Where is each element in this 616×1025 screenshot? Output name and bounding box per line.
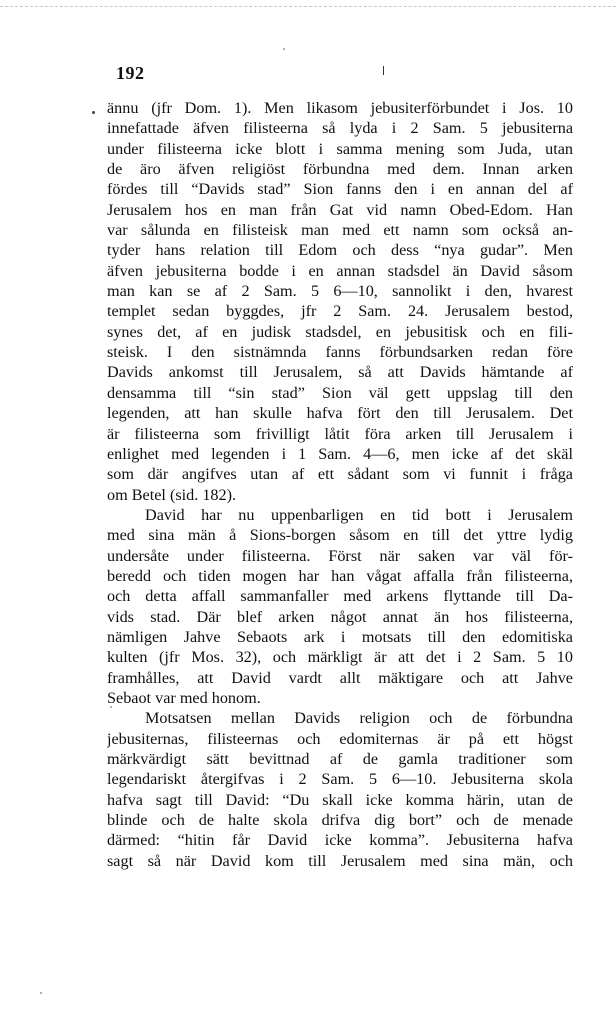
text-line: tyder hans relation till Edom och dess “nya gudar”. Men [107,241,573,260]
margin-dot [92,111,95,114]
text-line: kulten (jfr Mos. 32), och märkligt är att det i 2 Sam. 5 10 [107,648,573,667]
text-line: om Betel (sid. 182). [107,485,237,504]
text-line: vids stad. Där blef arken något annat än hos filisteerna, [107,607,573,626]
text-line: nämligen Jahve Sebaots ark i motsats till den edomitiska [107,627,573,646]
text-line: enlighet med legenden i 1 Sam. 4—6, men icke af det skäl [107,444,573,463]
page-number: 192 [116,63,145,83]
text-line: fördes till “Davids stad” Sion fanns den i en annan del af [107,180,573,199]
print-mark [383,66,384,75]
text-line: därmed: “hitin får David icke komma”. Jebusiterna hafva [107,831,573,850]
text-line: framhålles, att David vardt allt mäktigare och att Jahve [107,668,573,687]
text-line: hafva sagt till David: “Du skall icke komma härin, utan de [107,790,573,809]
text-line: blinde och de halte skola drifva dig bort” och de menade [107,811,573,830]
text-line: som där angifves utan af ett sådant som vi funnit i fråga [107,465,573,484]
page-top-edge [0,6,616,7]
text-line: templet sedan byggdes, jfr 2 Sam. 24. Jerusalem bestod, [107,302,573,321]
text-line: synes det, af en judisk stadsdel, en jebusitisk och en fili- [107,322,573,341]
text-line: jebusiternas, filisteernas och edomiternas är på ett högst [107,729,573,748]
body-text [107,98,573,871]
text-line: äfven jebusiterna bodde i en annan stadsdel än David såsom [107,261,573,280]
text-line: Sebaot var med honom. [107,688,261,707]
text-line: märkvärdigt sätt bevittnad af de gamla traditioner som [107,750,573,768]
text-line: de äro äfven religiöst förbundna med dem. Innan arken [107,160,573,179]
text-line: Davids ankomst till Jerusalem, så att Davids hämtande af [107,363,573,382]
text-line: beredd och tiden mogen har han vågat affalla från filisteerna, [107,566,573,585]
text-line: steisk. I den sistnämnda fanns förbundsarken redan före [107,343,573,362]
text-line: legenden, att han skulle hafva fört den till Jerusalem. Det [107,404,573,423]
text-line: legendariskt återgifvas i 2 Sam. 5 6—10. Jebusiterna skola [107,770,573,789]
paper-speck [40,992,42,994]
text-line: man kan se af 2 Sam. 5 6—10, sannolikt i den, hvarest [107,282,573,301]
text-line: densamma till “sin stad” Sion väl gett uppslag till den [107,383,573,402]
text-line: Jerusalem hos en man från Gat vid namn Obed-Edom. Han [107,200,573,219]
text-line: med sina män å Sions-borgen såsom en till det yttre lydig [107,526,573,545]
text-line: under filisteerna icke blott i samma mening som Juda, utan [107,139,573,158]
text-line: ännu (jfr Dom. 1). Men likasom jebusiterförbundet i Jos. 10 [107,99,573,117]
text-line: Motsatsen mellan Davids religion och de förbundna [145,709,573,728]
text-line: innefattade äfven filisteerna så lyda i 2 Sam. 5 jebusiterna [107,119,573,138]
text-line: var sålunda en filisteisk man med ett namn som också an- [107,221,573,240]
text-line: sagt så när David kom till Jerusalem med sina män, och [107,851,573,870]
text-line: är filisteerna som frivilligt låtit föra arken till Jerusalem i [107,424,573,443]
text-line: och detta affall sammanfaller med arkens flyttande till Da- [107,587,573,606]
text-line: David har nu uppenbarligen en tid bott i Jerusalem [145,505,573,524]
text-line: undersåte under filisteerna. Först när saken var väl för- [107,546,573,565]
paper-speck [283,48,285,50]
